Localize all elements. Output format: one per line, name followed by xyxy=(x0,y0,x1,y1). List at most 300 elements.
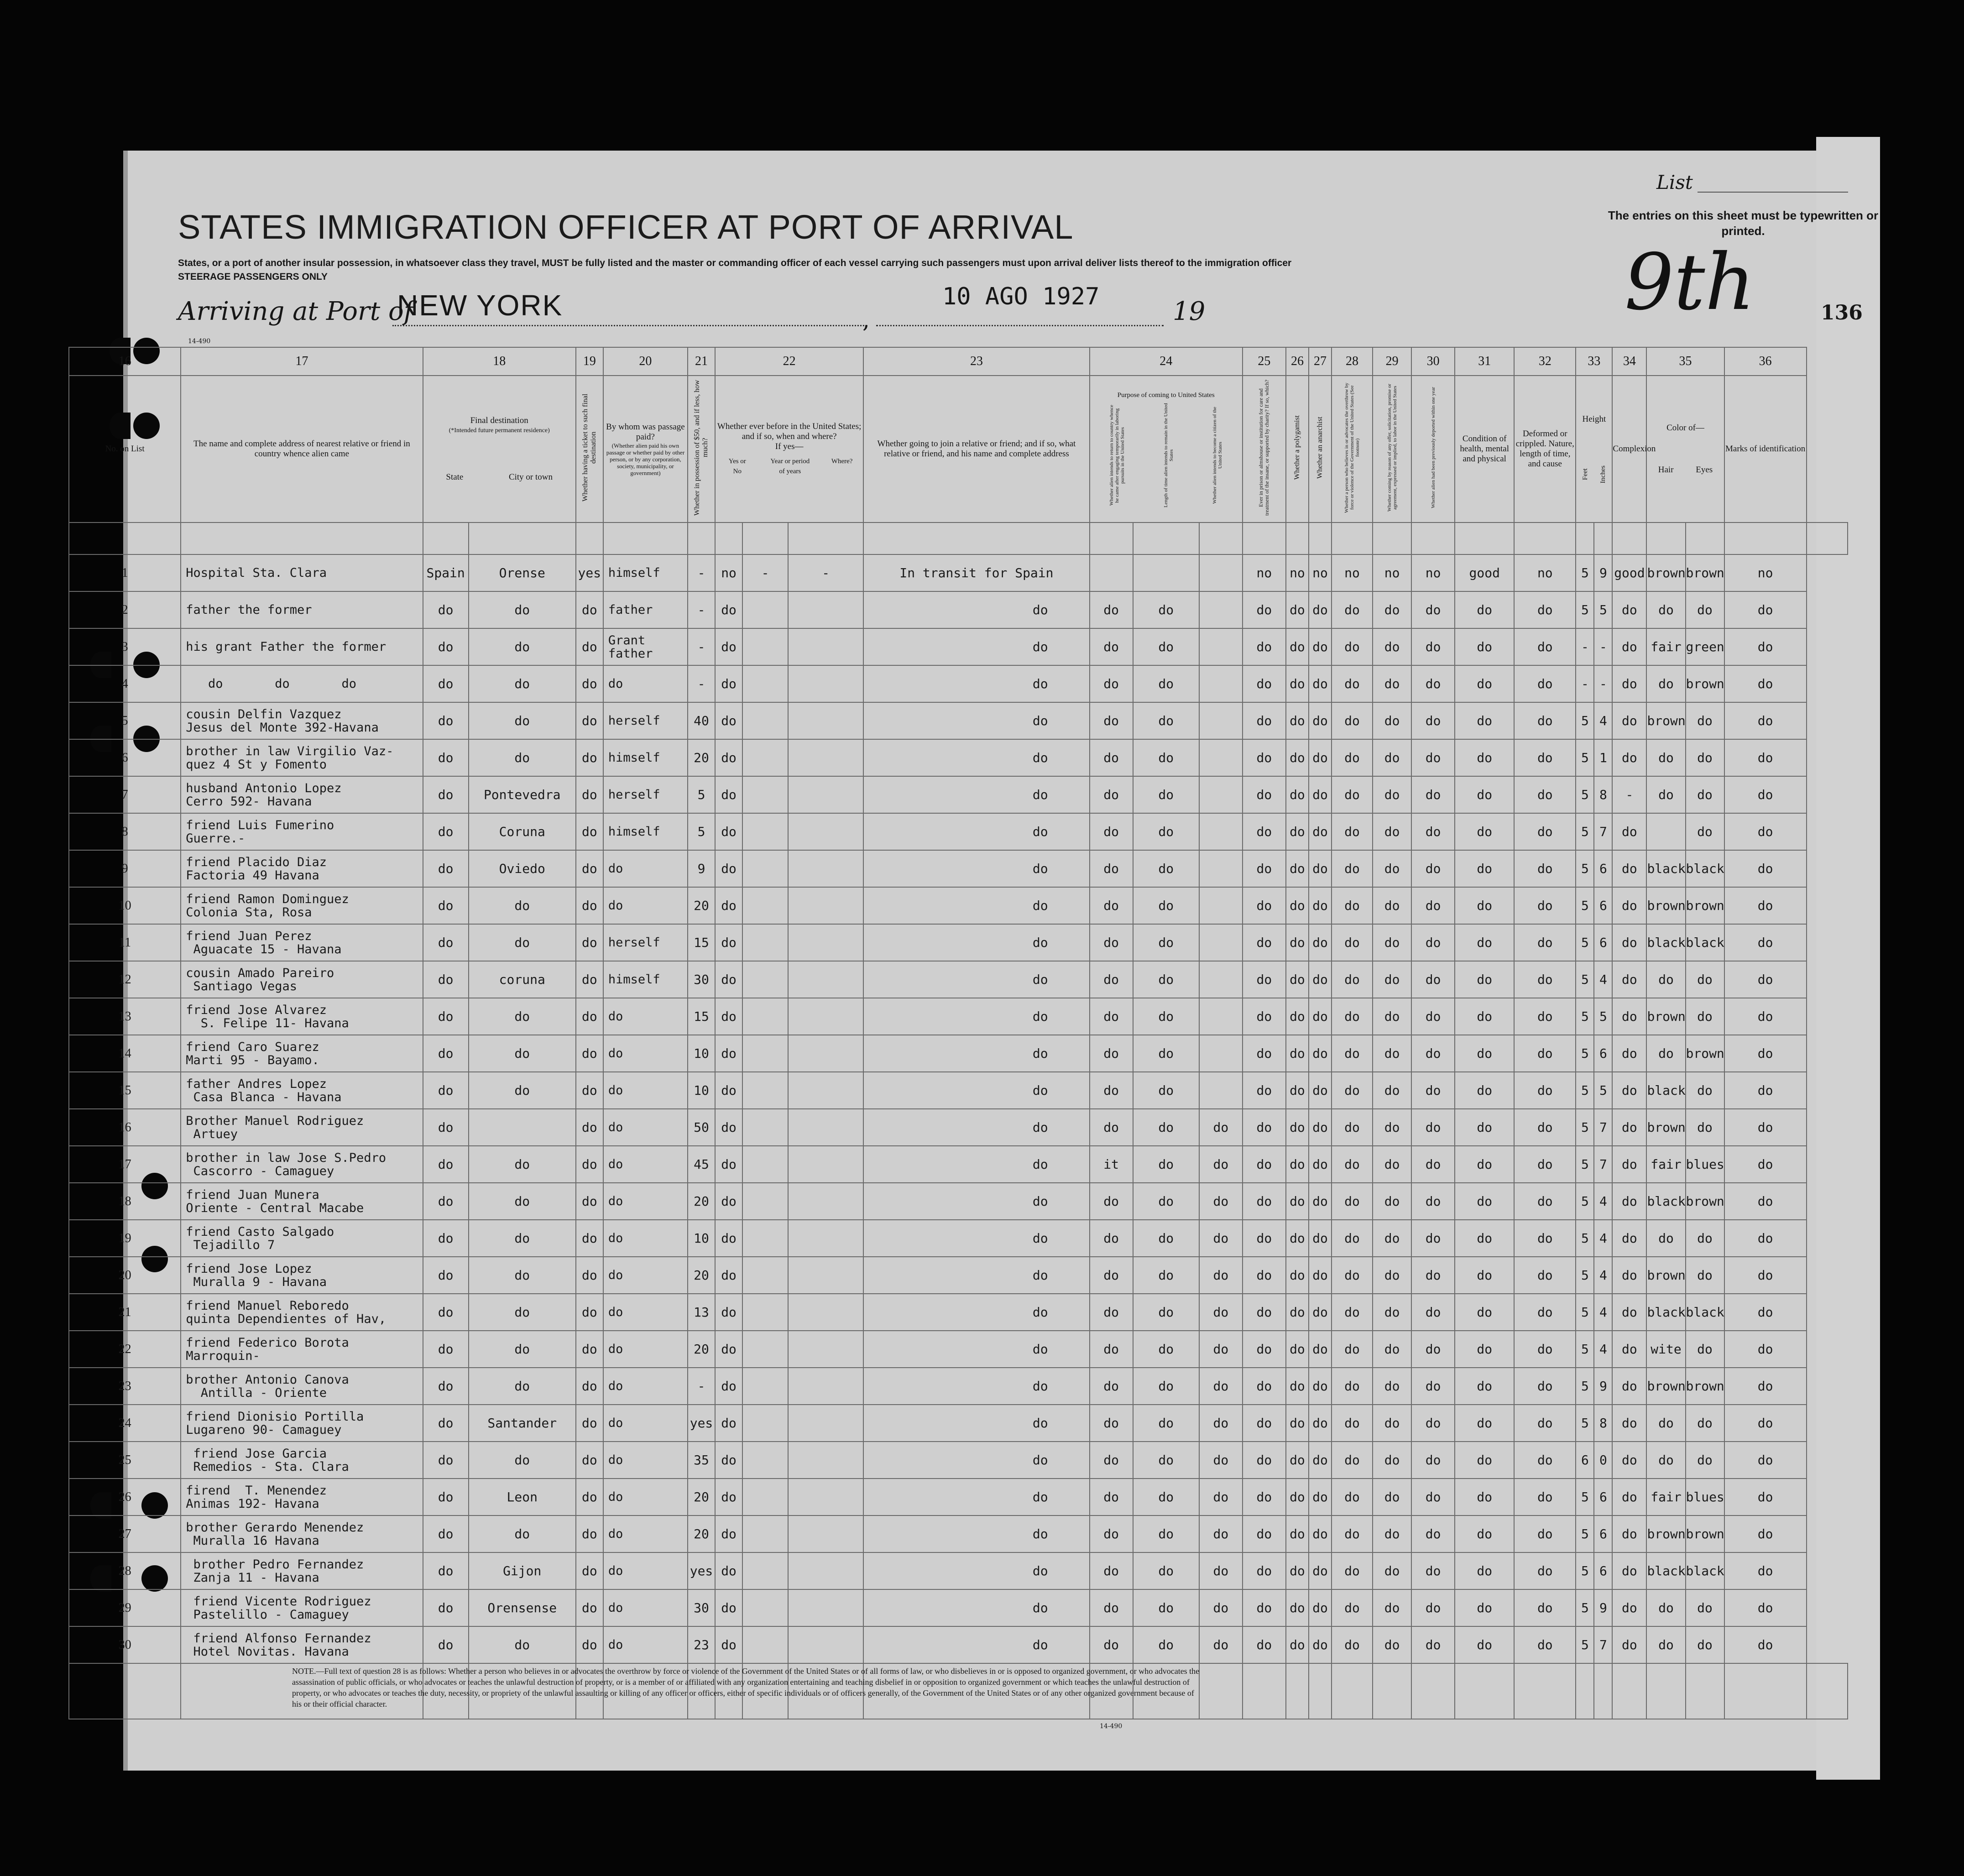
header-joining: Whether going to join a relative or friend; and if so, what relative or friend, and his name and complete address xyxy=(863,376,1089,523)
ticket-cell: do xyxy=(576,1331,603,1368)
anarchist-cell: do xyxy=(1309,813,1332,850)
separator-comma: , xyxy=(862,307,870,333)
complexion-cell: do xyxy=(1612,591,1646,628)
purpose-length-cell: do xyxy=(1133,1515,1199,1552)
prison-cell: do xyxy=(1243,1589,1286,1626)
year-cell xyxy=(742,1405,788,1442)
purpose-citizen-cell xyxy=(1199,961,1243,998)
height-feet-cell: 5 xyxy=(1576,887,1594,924)
health-cell: do xyxy=(1455,1072,1514,1109)
complexion-cell: - xyxy=(1612,776,1646,813)
where-cell xyxy=(788,591,863,628)
health-cell: do xyxy=(1455,628,1514,665)
year-cell xyxy=(742,1442,788,1479)
height-feet-cell: 5 xyxy=(1576,924,1594,961)
labor-offer-cell: do xyxy=(1373,702,1411,739)
prison-cell: do xyxy=(1243,1515,1286,1552)
health-cell: do xyxy=(1455,1515,1514,1552)
purpose-citizen-cell: do xyxy=(1199,1442,1243,1479)
labor-offer-cell: do xyxy=(1373,591,1411,628)
header-before-us xyxy=(715,376,863,523)
anarchist-cell: do xyxy=(1309,1220,1332,1257)
row-number: 20 xyxy=(69,1257,181,1294)
overthrow-cell: do xyxy=(1332,998,1373,1035)
state-cell: do xyxy=(423,1146,469,1183)
city-cell: Pontevedra xyxy=(469,776,576,813)
column-number: 20 xyxy=(603,347,688,376)
labor-offer-cell: no xyxy=(1373,554,1411,591)
purpose-return-cell: do xyxy=(1090,1072,1133,1109)
where-cell xyxy=(788,1109,863,1146)
year-cell xyxy=(742,961,788,998)
header-deformed: Deformed or crippled. Nature, length of time, and cause xyxy=(1514,376,1576,523)
header-col29-text: Whether coming by reason of any offer, solicitation, promise or agreement, expressed or implied, to labor in the United States xyxy=(1386,383,1398,512)
height-feet-cell: 5 xyxy=(1576,1626,1594,1663)
marks-cell: do xyxy=(1724,1442,1807,1479)
before-us-cell: do xyxy=(715,1589,742,1626)
money-cell: - xyxy=(688,554,715,591)
state-cell: do xyxy=(423,739,469,776)
table-row xyxy=(69,1589,1848,1626)
complexion-cell: do xyxy=(1612,1515,1646,1552)
hair-color-cell: black xyxy=(1646,1294,1685,1331)
form-instructions xyxy=(178,256,1593,284)
joining-cell: do xyxy=(863,1405,1089,1442)
labor-offer-cell: do xyxy=(1373,924,1411,961)
purpose-return-cell: do xyxy=(1090,1035,1133,1072)
height-inches-cell: 4 xyxy=(1594,1331,1612,1368)
height-feet-cell: 5 xyxy=(1576,1405,1594,1442)
row-number: 13 xyxy=(69,998,181,1035)
city-cell: do xyxy=(469,1368,576,1405)
city-cell: do xyxy=(469,628,576,665)
header-purpose-text: Purpose of coming to United States xyxy=(1117,392,1215,399)
health-cell: do xyxy=(1455,665,1514,702)
eye-color-cell: do xyxy=(1686,813,1724,850)
paid-by-cell: do xyxy=(603,1331,688,1368)
ticket-cell: do xyxy=(576,1515,603,1552)
health-cell: do xyxy=(1455,1294,1514,1331)
hair-color-cell: brown xyxy=(1646,1257,1685,1294)
paid-by-cell: himself xyxy=(603,554,688,591)
purpose-citizen-cell: do xyxy=(1199,1626,1243,1663)
marks-cell: do xyxy=(1724,1479,1807,1515)
year-cell xyxy=(742,1294,788,1331)
row-number: 11 xyxy=(69,924,181,961)
column-number: 29 xyxy=(1373,347,1411,376)
anarchist-cell: do xyxy=(1309,1257,1332,1294)
before-us-cell: do xyxy=(715,1331,742,1368)
purpose-return-cell: do xyxy=(1090,1552,1133,1589)
purpose-length-cell: do xyxy=(1133,1257,1199,1294)
height-feet-cell: 5 xyxy=(1576,1183,1594,1220)
complexion-cell: do xyxy=(1612,887,1646,924)
health-cell: do xyxy=(1455,1589,1514,1626)
purpose-length-cell: do xyxy=(1133,591,1199,628)
purpose-citizen-cell xyxy=(1199,591,1243,628)
header-paid-by xyxy=(603,376,688,523)
column-number: 35 xyxy=(1646,347,1724,376)
purpose-citizen-cell: do xyxy=(1199,1109,1243,1146)
before-us-cell: do xyxy=(715,1220,742,1257)
state-cell: do xyxy=(423,1515,469,1552)
height-feet-cell: 5 xyxy=(1576,591,1594,628)
deformed-cell: do xyxy=(1514,1479,1576,1515)
purpose-return-cell: do xyxy=(1090,998,1133,1035)
table-row xyxy=(69,665,1848,702)
city-cell: do xyxy=(469,1220,576,1257)
height-inches-cell: 6 xyxy=(1594,1479,1612,1515)
header-color-of xyxy=(1646,376,1724,523)
before-us-cell: do xyxy=(715,776,742,813)
polygamist-cell: do xyxy=(1286,1552,1309,1589)
where-cell xyxy=(788,1442,863,1479)
anarchist-cell: do xyxy=(1309,850,1332,887)
where-cell xyxy=(788,1405,863,1442)
relative-cell: friend Alfonso Fernandez Hotel Novitas. Havana xyxy=(181,1626,423,1663)
height-inches-cell: 4 xyxy=(1594,1294,1612,1331)
ticket-cell: do xyxy=(576,665,603,702)
purpose-length-cell: do xyxy=(1133,1072,1199,1109)
header-col30 xyxy=(1411,376,1455,523)
money-cell: 45 xyxy=(688,1146,715,1183)
health-cell: do xyxy=(1455,1405,1514,1442)
city-cell: do xyxy=(469,1035,576,1072)
purpose-length-cell: do xyxy=(1133,850,1199,887)
complexion-cell: do xyxy=(1612,1589,1646,1626)
header-height-text: Height xyxy=(1582,414,1606,424)
deformed-cell: do xyxy=(1514,1257,1576,1294)
table-row xyxy=(69,1405,1848,1442)
where-cell xyxy=(788,1368,863,1405)
money-cell: 20 xyxy=(688,887,715,924)
health-cell: do xyxy=(1455,813,1514,850)
hair-color-cell: do xyxy=(1646,1626,1685,1663)
ticket-cell: do xyxy=(576,1368,603,1405)
relative-cell: friend Caro Suarez Marti 95 - Bayamo. xyxy=(181,1035,423,1072)
health-cell: do xyxy=(1455,1109,1514,1146)
overthrow-cell: do xyxy=(1332,1479,1373,1515)
relative-cell: friend Jose Alvarez S. Felipe 11- Havana xyxy=(181,998,423,1035)
row-number: 29 xyxy=(69,1589,181,1626)
labor-offer-cell: do xyxy=(1373,1589,1411,1626)
ticket-cell: do xyxy=(576,628,603,665)
height-inches-cell: 9 xyxy=(1594,1589,1612,1626)
eye-color-cell: brown xyxy=(1686,665,1724,702)
overthrow-cell: do xyxy=(1332,1294,1373,1331)
row-number: 2 xyxy=(69,591,181,628)
year-cell xyxy=(742,665,788,702)
state-cell: do xyxy=(423,1331,469,1368)
height-inches-cell: - xyxy=(1594,628,1612,665)
header-feet: Feet xyxy=(1581,469,1589,481)
complexion-cell: do xyxy=(1612,1220,1646,1257)
height-feet-cell: 5 xyxy=(1576,702,1594,739)
purpose-citizen-cell xyxy=(1199,628,1243,665)
relative-cell: brother in law Jose S.Pedro Cascorro - Camaguey xyxy=(181,1146,423,1183)
deformed-cell: do xyxy=(1514,628,1576,665)
year-cell xyxy=(742,998,788,1035)
joining-cell: do xyxy=(863,591,1089,628)
where-cell xyxy=(788,1515,863,1552)
hair-color-cell: do xyxy=(1646,1442,1685,1479)
purpose-return-cell: do xyxy=(1090,1183,1133,1220)
purpose-return-cell: do xyxy=(1090,1220,1133,1257)
before-us-cell: do xyxy=(715,628,742,665)
column-number: 31 xyxy=(1455,347,1514,376)
ticket-cell: do xyxy=(576,1035,603,1072)
state-cell: do xyxy=(423,1035,469,1072)
hair-color-cell: do xyxy=(1646,1220,1685,1257)
before-us-cell: do xyxy=(715,1109,742,1146)
purpose-length-cell: do xyxy=(1133,1479,1199,1515)
before-us-cell: do xyxy=(715,1072,742,1109)
header-col26 xyxy=(1286,376,1309,523)
complexion-cell: do xyxy=(1612,1072,1646,1109)
hair-color-cell: brown xyxy=(1646,702,1685,739)
deformed-cell: do xyxy=(1514,813,1576,850)
prison-cell: do xyxy=(1243,739,1286,776)
form-code-bottom: 14-490 xyxy=(1100,1723,1123,1730)
deformed-cell: do xyxy=(1514,1626,1576,1663)
deported-cell: do xyxy=(1411,1515,1455,1552)
header-spacer-row xyxy=(69,523,1848,554)
complexion-cell: do xyxy=(1612,739,1646,776)
marks-cell: do xyxy=(1724,1257,1807,1294)
marks-cell: do xyxy=(1724,1072,1807,1109)
deported-cell: do xyxy=(1411,1035,1455,1072)
marks-cell: do xyxy=(1724,850,1807,887)
column-number: 27 xyxy=(1309,347,1332,376)
overthrow-cell: do xyxy=(1332,1220,1373,1257)
prison-cell: do xyxy=(1243,998,1286,1035)
header-color-of-text: Color of— xyxy=(1666,423,1704,433)
city-cell: do xyxy=(469,1294,576,1331)
complexion-cell: do xyxy=(1612,1442,1646,1479)
hair-color-cell: do xyxy=(1646,1405,1685,1442)
anarchist-cell: do xyxy=(1309,739,1332,776)
column-number: 17 xyxy=(181,347,423,376)
state-cell: do xyxy=(423,1405,469,1442)
deformed-cell: do xyxy=(1514,1442,1576,1479)
joining-cell: do xyxy=(863,776,1089,813)
health-cell: good xyxy=(1455,554,1514,591)
purpose-return-cell: do xyxy=(1090,961,1133,998)
purpose-length-cell: do xyxy=(1133,1368,1199,1405)
height-feet-cell: 5 xyxy=(1576,961,1594,998)
deformed-cell: do xyxy=(1514,1220,1576,1257)
where-cell xyxy=(788,628,863,665)
column-number: 21 xyxy=(688,347,715,376)
where-cell xyxy=(788,665,863,702)
purpose-length-cell: do xyxy=(1133,998,1199,1035)
eye-color-cell: do xyxy=(1686,1589,1724,1626)
joining-cell: do xyxy=(863,1479,1089,1515)
overthrow-cell: do xyxy=(1332,1515,1373,1552)
header-col25-text: Ever in prison or almshouse or institution for care and treatment of the insane, or supported by charity? If so, which? xyxy=(1258,380,1270,516)
before-us-cell: do xyxy=(715,924,742,961)
health-cell: do xyxy=(1455,961,1514,998)
complexion-cell: do xyxy=(1612,1331,1646,1368)
anarchist-cell: do xyxy=(1309,1626,1332,1663)
joining-cell: do xyxy=(863,1626,1089,1663)
money-cell: 30 xyxy=(688,1589,715,1626)
joining-cell: do xyxy=(863,1183,1089,1220)
complexion-cell: do xyxy=(1612,1257,1646,1294)
city-cell: do xyxy=(469,702,576,739)
paid-by-cell: do xyxy=(603,1257,688,1294)
polygamist-cell: do xyxy=(1286,702,1309,739)
relative-cell: friend Dionisio Portilla Lugareno 90- Camaguey xyxy=(181,1405,423,1442)
anarchist-cell: do xyxy=(1309,961,1332,998)
deported-cell: do xyxy=(1411,628,1455,665)
eye-color-cell: brown xyxy=(1686,1183,1724,1220)
header-ticket-text: Whether having a ticket to such final destination xyxy=(581,393,597,502)
purpose-citizen-cell: do xyxy=(1199,1146,1243,1183)
table-row xyxy=(69,998,1848,1035)
before-us-cell: do xyxy=(715,1146,742,1183)
height-inches-cell: 7 xyxy=(1594,1146,1612,1183)
column-number: 30 xyxy=(1411,347,1455,376)
paid-by-cell: do xyxy=(603,850,688,887)
header-marks: Marks of identification xyxy=(1724,376,1807,523)
row-number: 14 xyxy=(69,1035,181,1072)
table-row xyxy=(69,1146,1848,1183)
anarchist-cell: do xyxy=(1309,1552,1332,1589)
overthrow-cell: do xyxy=(1332,1109,1373,1146)
money-cell: 35 xyxy=(688,1442,715,1479)
hair-color-cell: brown xyxy=(1646,887,1685,924)
height-feet-cell: 5 xyxy=(1576,1552,1594,1589)
ticket-cell: do xyxy=(576,1257,603,1294)
labor-offer-cell: do xyxy=(1373,1515,1411,1552)
marks-cell: no xyxy=(1724,554,1807,591)
relative-cell: friend Casto Salgado Tejadillo 7 xyxy=(181,1220,423,1257)
labor-offer-cell: do xyxy=(1373,739,1411,776)
deported-cell: do xyxy=(1411,1146,1455,1183)
table-row xyxy=(69,628,1848,665)
header-eyes: Eyes xyxy=(1696,465,1713,475)
ticket-cell: do xyxy=(576,813,603,850)
marks-cell: do xyxy=(1724,1183,1807,1220)
deported-cell: do xyxy=(1411,591,1455,628)
marks-cell: do xyxy=(1724,665,1807,702)
deformed-cell: do xyxy=(1514,1109,1576,1146)
column-number: 28 xyxy=(1332,347,1373,376)
state-cell: do xyxy=(423,1109,469,1146)
complexion-cell: do xyxy=(1612,1368,1646,1405)
height-feet-cell: 5 xyxy=(1576,1294,1594,1331)
deported-cell: do xyxy=(1411,924,1455,961)
joining-cell: do xyxy=(863,1072,1089,1109)
labor-offer-cell: do xyxy=(1373,1183,1411,1220)
height-inches-cell: 6 xyxy=(1594,1552,1612,1589)
sheet-number: 136 xyxy=(1821,301,1863,324)
purpose-length-cell: do xyxy=(1133,887,1199,924)
where-cell xyxy=(788,1146,863,1183)
overthrow-cell: do xyxy=(1332,887,1373,924)
purpose-citizen-cell xyxy=(1199,776,1243,813)
year-cell xyxy=(742,1035,788,1072)
ticket-cell: do xyxy=(576,1109,603,1146)
polygamist-cell: do xyxy=(1286,1589,1309,1626)
purpose-return-cell: do xyxy=(1090,702,1133,739)
state-cell: do xyxy=(423,591,469,628)
height-feet-cell: 5 xyxy=(1576,998,1594,1035)
labor-offer-cell: do xyxy=(1373,887,1411,924)
year-label: 19 xyxy=(1173,297,1206,326)
city-cell: coruna xyxy=(469,961,576,998)
paid-by-cell: do xyxy=(603,1442,688,1479)
where-cell xyxy=(788,1183,863,1220)
arriving-label: Arriving at Port of xyxy=(178,297,413,326)
state-cell: do xyxy=(423,1552,469,1589)
height-inches-cell: 6 xyxy=(1594,1035,1612,1072)
prison-cell: do xyxy=(1243,1405,1286,1442)
purpose-length-cell: do xyxy=(1133,1331,1199,1368)
relative-cell: husband Antonio Lopez Cerro 592- Havana xyxy=(181,776,423,813)
port-value: NEW YORK xyxy=(397,289,563,322)
marks-cell: do xyxy=(1724,1109,1807,1146)
hair-color-cell: brown xyxy=(1646,1368,1685,1405)
height-inches-cell: 5 xyxy=(1594,591,1612,628)
instructions-text: States, or a port of another insular possession, in whatsoever class they travel, MUST be fully listed and the master or commanding officer of each vessel carrying such passengers must upon arrival deliver lists thereof to the immigration officer xyxy=(178,258,1292,268)
overthrow-cell: do xyxy=(1332,1331,1373,1368)
marks-cell: do xyxy=(1724,591,1807,628)
year-cell xyxy=(742,1552,788,1589)
height-inches-cell: 0 xyxy=(1594,1442,1612,1479)
city-cell xyxy=(469,1109,576,1146)
labor-offer-cell: do xyxy=(1373,1035,1411,1072)
height-inches-cell: 7 xyxy=(1594,1109,1612,1146)
joining-cell: do xyxy=(863,1515,1089,1552)
year-cell xyxy=(742,1146,788,1183)
header-col28-text: Whether a person who believes in or advocates the overthrow by force or violence of the Government of the United States (See footnote) xyxy=(1344,382,1361,513)
ticket-cell: do xyxy=(576,850,603,887)
overthrow-cell: do xyxy=(1332,591,1373,628)
height-feet-cell: 5 xyxy=(1576,739,1594,776)
header-purpose xyxy=(1090,376,1243,523)
table-row xyxy=(69,1515,1848,1552)
city-cell: Orense xyxy=(469,554,576,591)
header-complexion: Complexion xyxy=(1612,376,1646,523)
height-feet-cell: 5 xyxy=(1576,850,1594,887)
ticket-cell: do xyxy=(576,961,603,998)
header-col27 xyxy=(1309,376,1332,523)
overthrow-cell: do xyxy=(1332,776,1373,813)
polygamist-cell: do xyxy=(1286,961,1309,998)
joining-cell: do xyxy=(863,628,1089,665)
complexion-cell: do xyxy=(1612,850,1646,887)
arrival-date-stamp: 10 AGO 1927 xyxy=(942,283,1100,310)
ticket-cell: do xyxy=(576,924,603,961)
money-cell: 10 xyxy=(688,1072,715,1109)
purpose-citizen-cell xyxy=(1199,665,1243,702)
eye-color-cell: do xyxy=(1686,1257,1724,1294)
deformed-cell: do xyxy=(1514,1552,1576,1589)
purpose-return-cell xyxy=(1090,554,1133,591)
hair-color-cell: fair xyxy=(1646,628,1685,665)
marks-cell: do xyxy=(1724,702,1807,739)
polygamist-cell: do xyxy=(1286,739,1309,776)
year-cell xyxy=(742,1626,788,1663)
where-cell xyxy=(788,1294,863,1331)
hair-color-cell: brown xyxy=(1646,998,1685,1035)
purpose-citizen-cell: do xyxy=(1199,1331,1243,1368)
table-row xyxy=(69,1109,1848,1146)
polygamist-cell: do xyxy=(1286,1442,1309,1479)
where-cell xyxy=(788,924,863,961)
